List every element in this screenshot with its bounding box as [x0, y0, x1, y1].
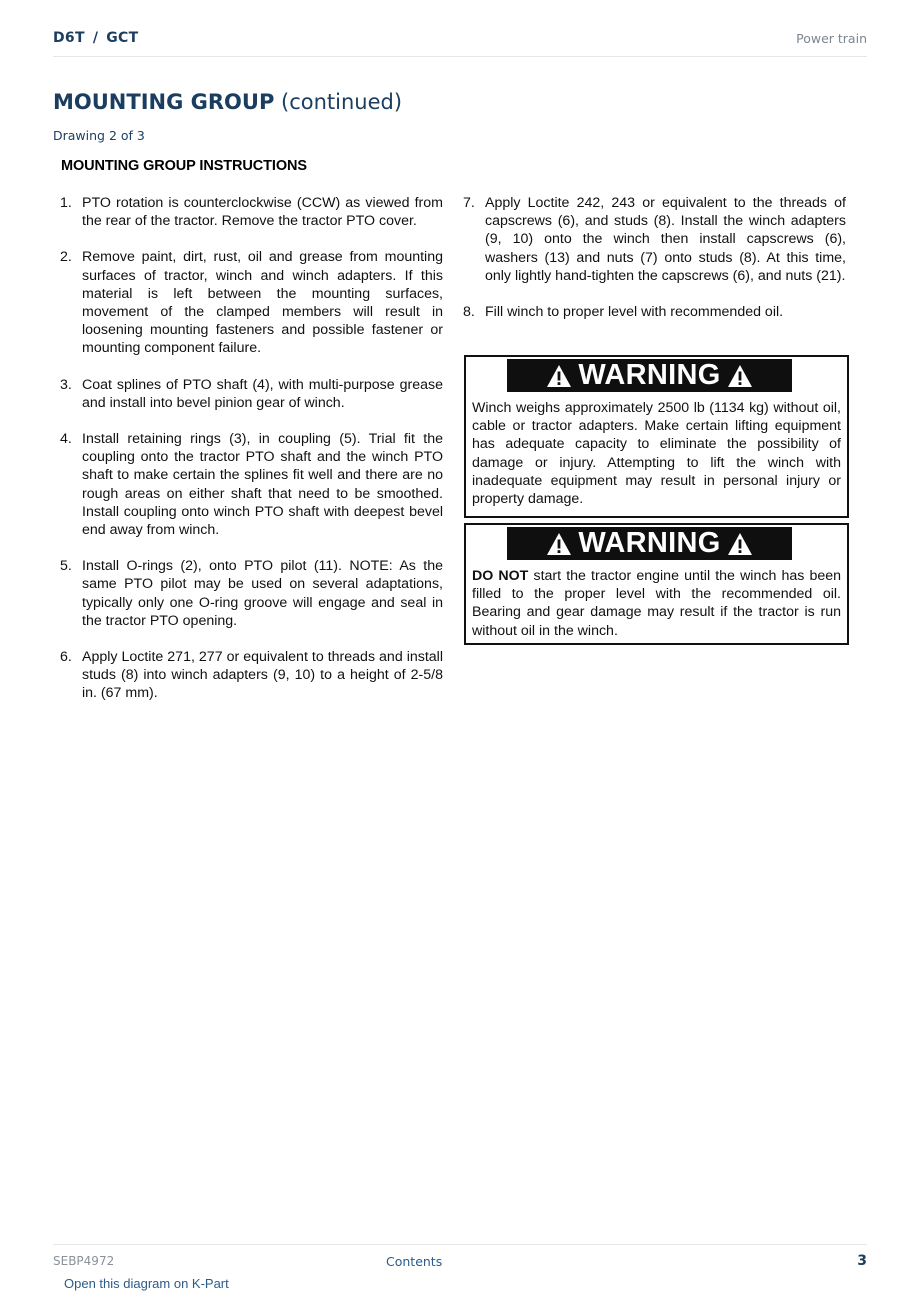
warning-banner: [507, 359, 792, 392]
step-text: Install retaining rings (3), in coupling (5). Trial fit the coupling onto the tractor PTO shaft and the winch PTO shaft to make certain the splines fit well and there are no rough areas on either shaft that need to be smoothed. Install coupling onto winch PTO shaft with deepest bevel end away from winch.: [82, 431, 443, 539]
page-number: 3: [857, 1253, 867, 1269]
warning-triangle-icon: [546, 532, 572, 556]
document-code: SEBP4972: [53, 1254, 115, 1268]
page-footer: [53, 1244, 867, 1275]
step-number: 8.: [463, 304, 475, 321]
breadcrumb-separator: /: [92, 30, 99, 46]
page-title-main: MOUNTING GROUP: [53, 90, 275, 114]
breadcrumb: [53, 30, 138, 46]
warning-banner: [507, 527, 792, 560]
section-name: Power train: [796, 31, 867, 46]
page-title-suffix: (continued): [281, 90, 403, 114]
step-text: Fill winch to proper level with recommended oil.: [485, 304, 784, 321]
page-header: [53, 28, 867, 57]
step-text: Install O-rings (2), onto PTO pilot (11). NOTE: As the same PTO pilot may be used on several adaptations, typically only one O-ring groove will engage and seal in the tractor PTO opening.: [82, 558, 443, 629]
instruction-step: [60, 648, 443, 703]
step-number: 5.: [60, 558, 72, 575]
open-kpart-link[interactable]: Open this diagram on K-Part: [64, 1276, 229, 1291]
instruction-step: [60, 194, 443, 230]
warning-body: start the tractor engine until the winch has been filled to the proper level with the recommended oil. Bearing and gear damage may result if the tractor is run without oil in the winch.: [472, 568, 842, 639]
page-title: [53, 90, 402, 114]
warning-text: Winch weighs approximately 2500 lb (1134 kg) without oil, cable or tractor adapters. Make certain lifting equipment has adequate capacity to eliminate the possibility of damage or injury. Attempting to lift the winch with inadequate equipment may result in personal injury or property damage.: [472, 400, 841, 508]
warning-triangle-icon: [727, 364, 753, 388]
step-number: 2.: [60, 249, 72, 266]
step-text: Apply Loctite 242, 243 or equivalent to the threads of capscrews (6), and studs (8). Install the winch adapters (9, 10) onto the winch then install capscrews (6), washers (13) and nuts (7) onto studs (8). At this time, only lightly hand-tighten the capscrews (6), and nuts (21).: [485, 195, 846, 284]
instruction-step: [60, 430, 443, 539]
warning-label: WARNING: [578, 527, 721, 559]
step-number: 6.: [60, 649, 72, 666]
instruction-step: [463, 194, 846, 285]
step-text: PTO rotation is counterclockwise (CCW) as viewed from the rear of the tractor. Remove the tractor PTO cover.: [82, 195, 443, 230]
warning-text: [472, 567, 841, 640]
step-number: 1.: [60, 195, 72, 211]
instruction-step: [60, 248, 443, 357]
step-text: Coat splines of PTO shaft (4), with multi-purpose grease and install into bevel pinion gear of winch.: [82, 376, 443, 411]
warning-box-oil: [464, 523, 849, 645]
instruction-step: [60, 376, 443, 412]
breadcrumb-model-d6t[interactable]: D6T: [53, 30, 85, 46]
instructions-heading: MOUNTING GROUP INSTRUCTIONS: [61, 158, 307, 174]
breadcrumb-model-gct[interactable]: GCT: [106, 30, 139, 46]
step-text: Remove paint, dirt, rust, oil and grease from mounting surfaces of tractor, winch and winch adapters. If this material is left between the mounting surfaces, movement of the clamped members will result in loosening mounting fasteners and possible fastener or mounting component failure.: [82, 249, 443, 357]
instruction-step: [463, 303, 846, 321]
step-text: Apply Loctite 271, 277 or equivalent to threads and install studs (8) into winch adapters (9, 10) to a height of 2-5/8 in. (67 mm).: [82, 649, 443, 702]
warning-triangle-icon: [546, 364, 572, 388]
instructions-list-right: [463, 194, 846, 339]
warning-triangle-icon: [727, 532, 753, 556]
warning-label: WARNING: [578, 359, 721, 391]
step-number: 7.: [463, 195, 475, 211]
step-number: 4.: [60, 431, 72, 448]
warning-box-weight: [464, 355, 849, 518]
contents-link[interactable]: Contents: [386, 1254, 443, 1269]
warning-bold-lead: DO NOT: [472, 568, 529, 584]
instructions-list-left: [60, 194, 443, 721]
instruction-step: [60, 557, 443, 630]
step-number: 3.: [60, 376, 72, 393]
drawing-label: Drawing 2 of 3: [53, 128, 145, 143]
